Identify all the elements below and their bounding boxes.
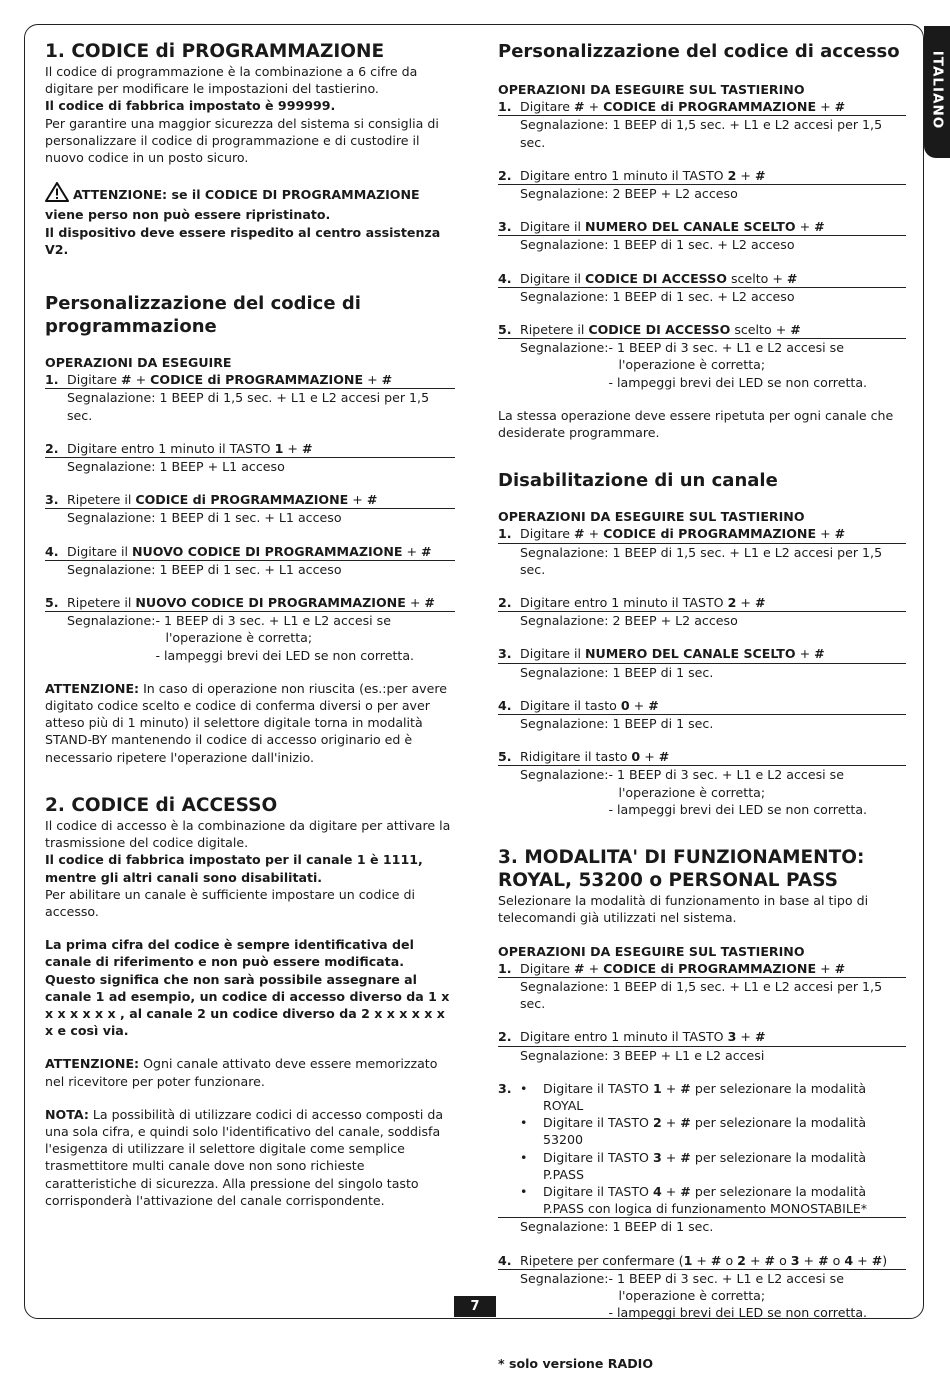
note-paragraph: NOTA: La possibilità di utilizzare codici di accesso composti da una sola cifra, e quindi solo l'identificativo del canale, soddisfa l'esigenza di utilizzare il selettore digitale come semplice trasmettitore multi canale dove non sono richieste caratteristiche di sicurezza. Alla pressione del singolo tasto corrisponderà l'attivazione del canale corrispondente. bbox=[45, 1106, 444, 1208]
attention-paragraph: ATTENZIONE: In caso di operazione non riuscita (es.:per avere digitato codice scelto e codice di conferma diversi o per aver atteso più di 1 minuto) il selettore digitale torna in modalità STAND-BY mantenendo il codice di accesso originario ed è necessario ripetere l'operazione dall'inizio. bbox=[45, 680, 448, 765]
signal-text: Segnalazione: 1 BEEP di 1 sec. bbox=[520, 716, 714, 732]
step-4: 4. Ripetere per confermare (1 + # o 2 + # o 3 + # o 4 + #) bbox=[498, 1252, 906, 1270]
operations-heading: OPERAZIONI DA ESEGUIRE SUL TASTIERINO bbox=[498, 943, 805, 959]
signal-text: Segnalazione: 1 BEEP di 1,5 sec. + L1 e L2 accesi per 1,5 sec. bbox=[520, 544, 883, 577]
step-3: 3. • Digitare il TASTO 1 + # per selezionare la modalità ROYAL • Digitare il TASTO 2 + # per selezionare la modalità 53200 • Digitare il TASTO 3 + # per selezionare la modalità P.PASS • Digitare il TASTO 4 + # per selezionare la modalità P.PASS con logica di funzionamento MONOSTABILE* bbox=[498, 1080, 906, 1219]
signal-text: Segnalazione: 1 BEEP di 1 sec. + L1 acceso bbox=[67, 561, 342, 577]
signal-text: Segnalazione: 1 BEEP di 1 sec. bbox=[520, 1219, 714, 1235]
list-item: • Digitare il TASTO 4 + # per selezionare la modalità P.PASS con logica di funzionamento MONOSTABILE* bbox=[520, 1183, 868, 1217]
list-item: • Digitare il TASTO 1 + # per selezionare la modalità ROYAL bbox=[520, 1080, 867, 1113]
step-2: 2. Digitare entro 1 minuto il TASTO 2 + # bbox=[498, 167, 906, 185]
section-title-operating-mode: 3. MODALITA' DI FUNZIONAMENTO: ROYAL, 53200 o PERSONAL PASS bbox=[498, 847, 865, 892]
signal-text: Segnalazione: 3 BEEP + L1 e L2 accesi bbox=[520, 1047, 765, 1063]
list-item: • Digitare il TASTO 2 + # per selezionare la modalità 53200 bbox=[520, 1115, 867, 1148]
step-1: 1. Digitare # + CODICE di PROGRAMMAZIONE + # bbox=[498, 960, 906, 978]
section-title-disable-channel: Disabilitazione di un canale bbox=[498, 470, 778, 492]
paragraph-bold: La prima cifra del codice è sempre identificativa del canale di riferimento e non può essere modificata. Questo significa che non sarà possibile assegnare al canale 1 ad esempio, un codice di accesso diverso da 1 x x x x x x x , al canale 2 un codice diverso da 2 x x x x x x x e così via. bbox=[45, 937, 450, 1039]
step-2: 2. Digitare entro 1 minuto il TASTO 1 + # bbox=[45, 440, 455, 458]
step-2: 2. Digitare entro 1 minuto il TASTO 2 + # bbox=[498, 594, 906, 612]
language-label: ITALIANO bbox=[929, 50, 946, 130]
step-5: 5. Ridigitare il tasto 0 + # bbox=[498, 748, 906, 766]
signal-block: Segnalazione: - 1 BEEP di 3 sec. + L1 e L2 accesi se l'operazione è corretta; - lampeggi brevi dei LED se non corretta. bbox=[520, 767, 868, 817]
step-1: 1. Digitare # + CODICE di PROGRAMMAZIONE + # bbox=[498, 525, 906, 543]
signal-text: Segnalazione: 1 BEEP di 1,5 sec. + L1 e L2 accesi per 1,5 sec. bbox=[520, 117, 883, 150]
step-3: 3. Digitare il NUMERO DEL CANALE SCELTO + # bbox=[498, 645, 906, 663]
factory-code-text: Il codice di fabbrica impostato è 999999. bbox=[45, 98, 336, 114]
step-5: 5. Ripetere il CODICE DI ACCESSO scelto + # bbox=[498, 321, 906, 339]
step-1: 1. Digitare # + CODICE di PROGRAMMAZIONE + # bbox=[45, 371, 455, 389]
step-5: 5. Ripetere il NUOVO CODICE DI PROGRAMMAZIONE + # bbox=[45, 594, 455, 612]
signal-block: Segnalazione: - 1 BEEP di 3 sec. + L1 e L2 accesi se l'operazione è corretta; - lampeggi brevi dei LED se non corretta. bbox=[67, 613, 415, 663]
list-item: • Digitare il TASTO 3 + # per selezionare la modalità P.PASS bbox=[520, 1149, 867, 1182]
attention-paragraph: ATTENZIONE: Ogni canale attivato deve essere memorizzato nel ricevitore per poter funzionare. bbox=[45, 1056, 438, 1089]
step-3: 3. Digitare il NUMERO DEL CANALE SCELTO + # bbox=[498, 218, 906, 236]
left-column bbox=[45, 40, 455, 1209]
section-title-customize-access-code: Personalizzazione del codice di accesso bbox=[498, 41, 900, 62]
signal-text: Segnalazione: 1 BEEP di 1 sec. bbox=[520, 664, 714, 680]
paragraph: Il codice di accesso è la combinazione da digitare per attivare la trasmissione del codice digitale. bbox=[45, 817, 451, 851]
operations-heading: OPERAZIONI DA ESEGUIRE bbox=[45, 355, 232, 371]
section-title-access-code: 2. CODICE di ACCESSO bbox=[45, 794, 278, 816]
paragraph: Per garantire una maggior sicurezza del sistema si consiglia di personalizzare il codice di programmazione e di custodire il nuovo codice in un posto sicuro. bbox=[45, 115, 439, 166]
step-2: 2. Digitare entro 1 minuto il TASTO 3 + # bbox=[498, 1028, 906, 1046]
paragraph: Il codice di programmazione è la combinazione a 6 cifre da digitare per modificare le impostazioni del tastierino. bbox=[45, 64, 418, 97]
signal-text: Segnalazione: 1 BEEP di 1 sec. + L1 acceso bbox=[67, 510, 342, 526]
paragraph-bold: Il codice di fabbrica impostato per il canale 1 è 1111, mentre gli altri canali sono disabilitati. bbox=[45, 852, 423, 885]
footnote: * solo versione RADIO bbox=[498, 1356, 654, 1372]
warning-line-1: ATTENZIONE: se il CODICE DI PROGRAMMAZIONE viene perso non può essere ripristinato. bbox=[45, 187, 420, 223]
right-column bbox=[498, 40, 906, 1373]
step-4: 4. Digitare il CODICE DI ACCESSO scelto + # bbox=[498, 270, 906, 288]
warning-text bbox=[45, 182, 455, 223]
operations-heading: OPERAZIONI DA ESEGUIRE SUL TASTIERINO bbox=[498, 509, 805, 525]
operations-heading: OPERAZIONI DA ESEGUIRE SUL TASTIERINO bbox=[498, 82, 805, 97]
language-tab bbox=[924, 26, 950, 158]
section-title-customize-programming-code: Personalizzazione del codice di programmazione bbox=[45, 293, 361, 338]
paragraph: La stessa operazione deve essere ripetuta per ogni canale che desiderate programmare. bbox=[498, 407, 894, 441]
signal-text: Segnalazione: 1 BEEP + L1 acceso bbox=[67, 459, 285, 475]
warning-triangle-icon bbox=[45, 182, 69, 206]
section-title-programming-code: 1. CODICE di PROGRAMMAZIONE bbox=[45, 41, 385, 62]
signal-text: Segnalazione: 2 BEEP + L2 acceso bbox=[520, 613, 738, 629]
warning-line-2: Il dispositivo deve essere rispedito al centro assistenza V2. bbox=[45, 224, 441, 257]
step-4: 4. Digitare il NUOVO CODICE DI PROGRAMMAZIONE + # bbox=[45, 543, 455, 561]
signal-text: Segnalazione: 1 BEEP di 1,5 sec. + L1 e L2 accesi per 1,5 sec. bbox=[67, 390, 430, 423]
paragraph: Per abilitare un canale è sufficiente impostare un codice di accesso. bbox=[45, 886, 416, 919]
signal-text: Segnalazione: 2 BEEP + L2 acceso bbox=[520, 186, 738, 202]
paragraph: Selezionare la modalità di funzionamento in base al tipo di telecomandi già utilizzati nel sistema. bbox=[498, 893, 869, 926]
step-3: 3. Ripetere il CODICE di PROGRAMMAZIONE + # bbox=[45, 491, 455, 509]
signal-block: Segnalazione: - 1 BEEP di 3 sec. + L1 e L2 accesi se l'operazione è corretta; - lampeggi brevi dei LED se non corretta. bbox=[520, 340, 868, 390]
signal-text: Segnalazione: 1 BEEP di 1 sec. + L2 acceso bbox=[520, 288, 795, 304]
signal-text: Segnalazione: 1 BEEP di 1,5 sec. + L1 e L2 accesi per 1,5 sec. bbox=[520, 978, 883, 1012]
signal-block: Segnalazione: - 1 BEEP di 3 sec. + L1 e L2 accesi se l'operazione è corretta; - lampeggi brevi dei LED se non corretta. bbox=[520, 1270, 868, 1321]
step-1: 1. Digitare # + CODICE di PROGRAMMAZIONE + # bbox=[498, 98, 906, 116]
signal-text: Segnalazione: 1 BEEP di 1 sec. + L2 acceso bbox=[520, 237, 795, 253]
page-number: 7 bbox=[454, 1296, 496, 1317]
step-4: 4. Digitare il tasto 0 + # bbox=[498, 697, 906, 715]
